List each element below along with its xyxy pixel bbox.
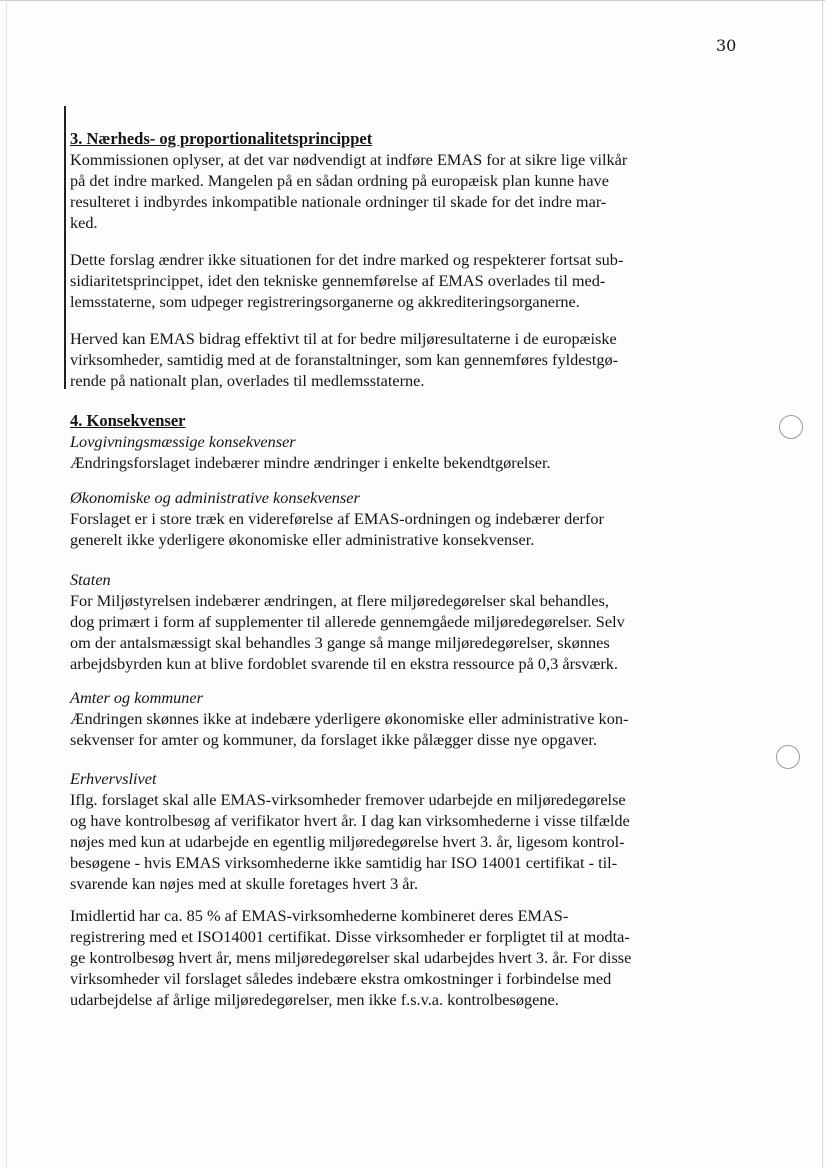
paragraph-line: og have kontrolbesøg af verifikator hvert år. I dag kan virksomhederne i visse tilfælde [70, 811, 630, 830]
section-3-paragraph-1 [70, 149, 750, 233]
section-3-heading: 3. Nærheds- og proportionalitetsprincippet [70, 129, 373, 148]
paragraph-line: sekvenser for amter og kommuner, da forslaget ikke pålægger disse nye opgaver. [70, 730, 597, 749]
paragraph-line: svarende kan nøjes med at skulle foretages hvert 3 år. [70, 874, 419, 893]
paragraph-line: Ændringsforslaget indebærer mindre ændringer i enkelte bekendtgørelser. [70, 453, 551, 472]
paragraph-line: Imidlertid har ca. 85 % af EMAS-virksomhederne kombineret deres EMAS- [70, 906, 569, 925]
subsection-business-paragraph-2 [70, 905, 750, 1010]
section-4 [70, 410, 750, 473]
subheading-counties: Amter og kommuner [70, 688, 203, 707]
paragraph-line: nøjes med kun at udarbejde en egentlig miljøredegørelse hvert 3. år, ligesom kontrol- [70, 832, 625, 851]
subsection-economic [70, 487, 750, 550]
subheading-economic: Økonomiske og administrative konsekvenser [70, 488, 360, 507]
subsection-state [70, 569, 750, 674]
paragraph-line: Iflg. forslaget skal alle EMAS-virksomheder fremover udarbejde en miljøredegørelse [70, 790, 626, 809]
subheading-state: Staten [70, 570, 111, 589]
paragraph-line: om der antalsmæssigt skal behandles 3 gange så mange miljøredegørelser, skønnes [70, 633, 610, 652]
paragraph-line: ge kontrolbesøg hvert år, mens miljøredegørelser skal udarbejdes hvert 3. år. For disse [70, 948, 632, 967]
paragraph-line: Kommissionen oplyser, at det var nødvendigt at indføre EMAS for at sikre lige vilkår [70, 150, 628, 169]
section-4-heading: 4. Konsekvenser [70, 411, 186, 430]
paragraph-line: Forslaget er i store træk en videreførelse af EMAS-ordningen og indebærer derfor [70, 509, 604, 528]
section-3-paragraph-3 [70, 328, 750, 391]
punch-hole-lower [776, 745, 800, 769]
revision-change-bar [64, 106, 66, 389]
subheading-business: Erhvervslivet [70, 769, 157, 788]
subsection-counties [70, 687, 750, 750]
paragraph-line: registrering med et ISO14001 certifikat. Disse virksomheder er forpligtet til at modta- [70, 927, 630, 946]
scan-edge-left [6, 0, 7, 1168]
scan-edge-top [0, 0, 825, 1]
paragraph-line: virksomheder vil forslaget således indebære ekstra omkostninger i forbindelse med [70, 969, 612, 988]
paragraph-line: resulteret i indbyrdes inkompatible nationale ordninger til skade for det indre mar- [70, 192, 607, 211]
section-3 [70, 128, 750, 233]
paragraph-line: generelt ikke yderligere økonomiske eller administrative konsekvenser. [70, 530, 535, 549]
paragraph-line: arbejdsbyrden kun at blive fordoblet svarende til en ekstra ressource på 0,3 årsværk. [70, 654, 618, 673]
paragraph-line: For Miljøstyrelsen indebærer ændringen, at flere miljøredegørelser skal behandles, [70, 591, 609, 610]
paragraph-line: sidiaritetsprincippet, idet den tekniske gennemførelse af EMAS overlades til med- [70, 271, 606, 290]
paragraph-line: Dette forslag ændrer ikke situationen for det indre marked og respekterer fortsat sub- [70, 250, 624, 269]
subsection-business [70, 768, 750, 894]
paragraph-line: rende på nationalt plan, overlades til medlemsstaterne. [70, 371, 425, 390]
subheading-legal: Lovgivningsmæssige konsekvenser [70, 432, 296, 451]
paragraph-line: Ændringen skønnes ikke at indebære yderligere økonomiske eller administrative kon- [70, 709, 629, 728]
paragraph-line: lemsstaterne, som udpeger registreringsorganerne og akkrediteringsorganerne. [70, 292, 580, 311]
page-number: 30 [716, 36, 737, 55]
paragraph-line: ked. [70, 213, 98, 232]
paragraph-line: på det indre marked. Mangelen på en sådan ordning på europæisk plan kunne have [70, 171, 609, 190]
punch-hole-upper [779, 415, 803, 439]
paragraph-line: virksomheder, samtidig med at de foranstaltninger, som kan gennemføres fyldestgø- [70, 350, 619, 369]
scan-edge-right [822, 0, 823, 1168]
paragraph-line: Herved kan EMAS bidrag effektivt til at for bedre miljøresultaterne i de europæiske [70, 329, 617, 348]
section-3-paragraph-2 [70, 249, 750, 312]
paragraph-line: besøgene - hvis EMAS virksomhederne ikke samtidig har ISO 14001 certifikat - til- [70, 853, 618, 872]
paragraph-line: dog primært i form af supplementer til allerede gennemgåede miljøredegørelser. Selv [70, 612, 625, 631]
paragraph-line: udarbejdelse af årlige miljøredegørelser, men ikke f.s.v.a. kontrolbesøgene. [70, 990, 559, 1009]
